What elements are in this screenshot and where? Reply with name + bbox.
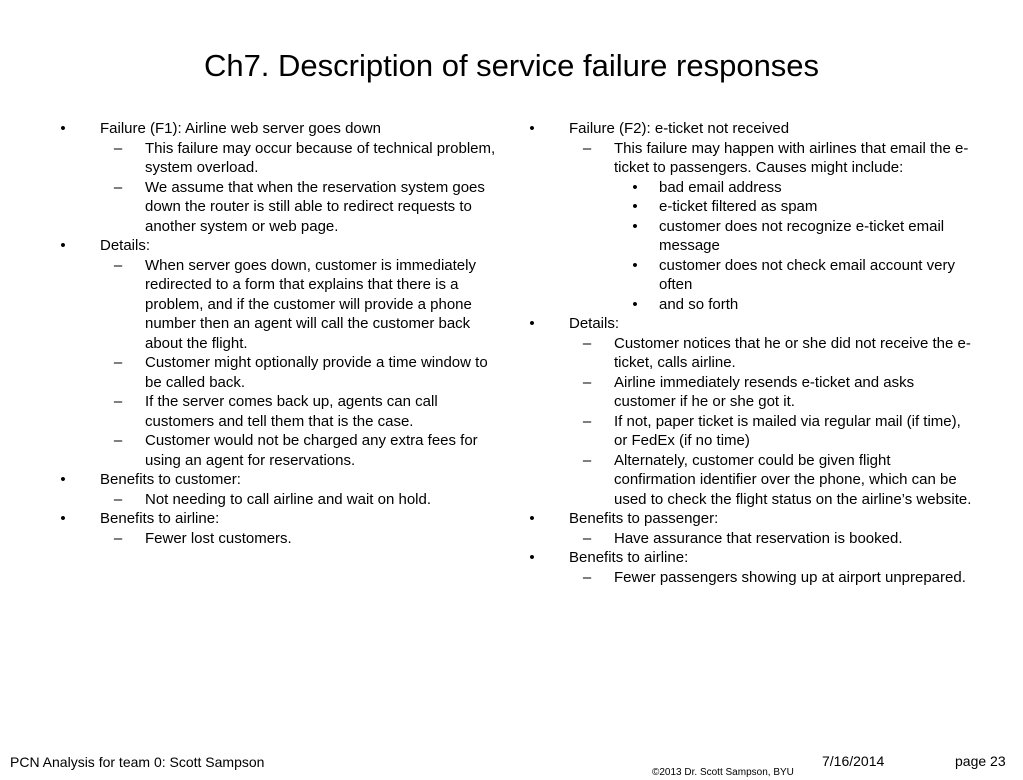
cause-item: [614, 217, 972, 256]
sub-text: Fewer passengers showing up at airport unprepared.: [614, 568, 966, 586]
sub-item: [100, 256, 498, 354]
dash-marker: –: [113, 354, 123, 371]
right-column: [527, 119, 972, 587]
sub-item: [100, 178, 498, 237]
dash-marker: –: [582, 334, 592, 352]
dash-marker: –: [582, 529, 592, 547]
bullet-marker: •: [632, 178, 638, 196]
sub-text: When server goes down, customer is immediately redirected to a form that explains that there is a problem, and if the customer will provide a phone number then an agent will call the customer back about the flight.: [145, 256, 476, 352]
bullet-item: [527, 119, 972, 314]
dash-marker: –: [113, 490, 123, 508]
dash-marker: –: [113, 393, 123, 410]
bullet-marker: •: [529, 510, 535, 527]
slide-title: Ch7. Description of service failure responses: [203, 48, 820, 83]
bullet-marker: •: [529, 549, 535, 566]
bullet-marker: •: [60, 120, 66, 137]
cause-item: [614, 295, 972, 315]
sub-text: Customer notices that he or she did not receive the e-ticket, calls airline.: [614, 334, 971, 371]
sub-item: [100, 529, 498, 549]
sub-text: This failure may happen with airlines that email the e-ticket to passengers. Causes might include:: [614, 139, 969, 176]
bullet-marker: •: [632, 256, 638, 274]
sub-item: [569, 373, 972, 412]
sub-item: [100, 139, 498, 178]
dash-marker: –: [113, 432, 123, 449]
sub-text: This failure may occur because of technical problem, system overload.: [145, 139, 496, 176]
bullet-item: [58, 236, 498, 470]
dash-marker: –: [113, 256, 123, 274]
cause-text: customer does not check email account very often: [659, 256, 955, 293]
bullet-marker: •: [529, 120, 535, 137]
cause-text: bad email address: [659, 178, 782, 196]
sub-item: [569, 529, 972, 549]
bullet-text: Details:: [100, 237, 151, 254]
sub-text: Customer would not be charged any extra fees for using an agent for reservations.: [145, 432, 478, 469]
cause-text: customer does not recognize e-ticket email message: [659, 217, 945, 254]
footer-page-number: page 23: [955, 753, 1006, 769]
bullet-marker: •: [529, 315, 535, 332]
bullet-item: [58, 509, 498, 548]
dash-marker: –: [582, 412, 592, 430]
sub-item: [569, 412, 972, 451]
bullet-text: Benefits to passenger:: [569, 510, 719, 527]
bullet-marker: •: [632, 295, 638, 313]
dash-marker: –: [582, 139, 592, 157]
sub-item: [569, 139, 972, 315]
sub-item: [100, 431, 498, 470]
sub-text: Have assurance that reservation is booked.: [614, 529, 903, 547]
cause-item: [614, 256, 972, 295]
bullet-text: Failure (F2): e-ticket not received: [569, 120, 790, 137]
cause-text: and so forth: [659, 295, 739, 313]
bullet-text: Failure (F1): Airline web server goes down: [100, 120, 381, 137]
sub-text: Alternately, customer could be given flight confirmation identifier over the phone, which can be used to check the flight status on the airline’s website.: [614, 451, 972, 508]
bullet-marker: •: [60, 510, 66, 527]
cause-item: [614, 178, 972, 198]
sub-text: If not, paper ticket is mailed via regular mail (if time), or FedEx (if no time): [614, 412, 961, 449]
bullet-item: [527, 548, 972, 587]
dash-marker: –: [113, 139, 123, 157]
dash-marker: –: [582, 373, 592, 391]
sub-item: [100, 353, 498, 392]
sub-item: [100, 490, 498, 510]
cause-item: [614, 197, 972, 217]
sub-text: If the server comes back up, agents can call customers and tell them that is the case.: [145, 393, 438, 430]
bullet-marker: •: [632, 198, 638, 215]
sub-item: [569, 568, 972, 588]
dash-marker: –: [113, 529, 123, 547]
bullet-text: Benefits to airline:: [100, 510, 220, 527]
bullet-text: Benefits to customer:: [100, 471, 241, 488]
footer-date: 7/16/2014: [822, 753, 885, 769]
sub-item: [569, 334, 972, 373]
bullet-marker: •: [60, 237, 66, 254]
bullet-item: [527, 314, 972, 509]
bullet-item: [527, 509, 972, 548]
bullet-item: [58, 470, 498, 509]
sub-text: Not needing to call airline and wait on hold.: [145, 490, 432, 508]
sub-text: Customer might optionally provide a time window to be called back.: [145, 354, 488, 391]
dash-marker: –: [582, 451, 592, 469]
sub-text: We assume that when the reservation system goes down the router is still able to redirect requests to another system or web page.: [145, 178, 485, 235]
cause-text: e-ticket filtered as spam: [659, 198, 818, 215]
bullet-marker: •: [632, 217, 638, 235]
bullet-text: Benefits to airline:: [569, 549, 689, 566]
footer-team-label: PCN Analysis for team 0: Scott Sampson: [10, 754, 265, 770]
left-column: [58, 119, 498, 548]
dash-marker: –: [113, 178, 123, 196]
bullet-marker: •: [60, 471, 66, 488]
sub-item: [569, 451, 972, 510]
sub-item: [100, 392, 498, 431]
bullet-item: [58, 119, 498, 236]
footer-copyright: ©2013 Dr. Scott Sampson, BYU: [652, 767, 794, 778]
sub-text: Fewer lost customers.: [145, 529, 292, 547]
dash-marker: –: [582, 568, 592, 586]
sub-text: Airline immediately resends e-ticket and asks customer if he or she got it.: [614, 373, 915, 410]
bullet-text: Details:: [569, 315, 620, 332]
